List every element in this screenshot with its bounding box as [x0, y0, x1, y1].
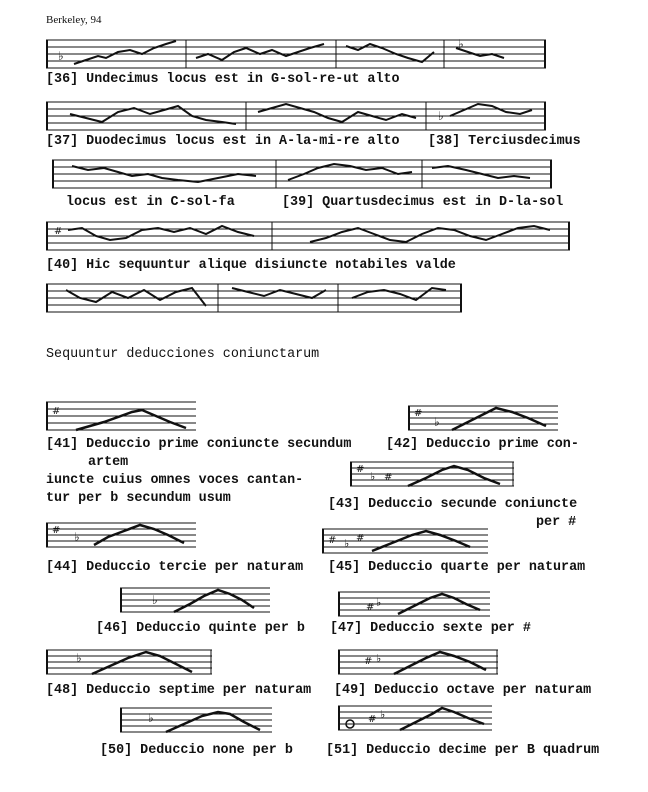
caption-45: [45] Deduccio quarte per naturam — [328, 560, 586, 575]
caption-39: [39] Quartusdecimus est in D-la-sol — [282, 195, 564, 210]
caption-44: [44] Deduccio tercie per naturam — [46, 560, 304, 575]
svg-text:#: # — [414, 408, 423, 419]
svg-text:♭: ♭ — [152, 593, 158, 607]
svg-text:#: # — [368, 714, 377, 725]
music-staff-40 — [46, 282, 462, 316]
caption-46: [46] Deduccio quinte per b — [96, 621, 305, 636]
svg-text:♭: ♭ — [74, 530, 80, 544]
music-staff-38 — [52, 158, 552, 192]
caption-40: [40] Hic sequuntur alique disiuncte notabiles valde — [46, 258, 456, 273]
svg-text:#: # — [52, 406, 61, 417]
music-staff-36 — [46, 38, 546, 72]
section-title: Sequuntur deducciones coniunctarum — [46, 347, 320, 362]
music-staff-51 — [338, 704, 492, 734]
caption-38: [38] Terciusdecimus — [428, 134, 581, 149]
caption-41a: [41] Deduccio prime coniuncte secundum — [46, 437, 352, 452]
svg-text:♭: ♭ — [438, 109, 444, 123]
svg-text:#: # — [356, 533, 365, 544]
svg-text:♭: ♭ — [148, 711, 154, 725]
caption-36: [36] Undecimus locus est in G-sol-re-ut alto — [46, 72, 400, 87]
caption-51: [51] Deduccio decime per B quadrum — [326, 743, 600, 758]
page-header-source: Berkeley, 94 — [46, 14, 102, 26]
svg-text:#: # — [52, 525, 61, 536]
caption-48: [48] Deduccio septime per naturam — [46, 683, 312, 698]
caption-38b: locus est in C-sol-fa — [66, 195, 235, 210]
svg-text:#: # — [384, 472, 393, 483]
svg-text:♭: ♭ — [344, 537, 350, 550]
caption-47: [47] Deduccio sexte per # — [330, 621, 531, 636]
music-staff-37 — [46, 100, 546, 132]
svg-text:#: # — [356, 464, 365, 475]
caption-42c: tur per b secundum usum — [46, 491, 231, 506]
caption-42b: iuncte cuius omnes voces cantan- — [46, 473, 304, 488]
svg-text:#: # — [366, 602, 375, 613]
music-staff-46 — [120, 586, 270, 616]
music-staff-50 — [120, 706, 272, 736]
music-staff-43 — [350, 460, 514, 492]
music-staff-48 — [46, 648, 212, 678]
caption-49: [49] Deduccio octave per naturam — [334, 683, 592, 698]
music-staff-44 — [46, 521, 196, 551]
caption-43a: [43] Deduccio secunde coniuncte — [328, 497, 578, 512]
svg-text:♭: ♭ — [76, 651, 82, 665]
svg-text:♭: ♭ — [58, 49, 64, 63]
music-staff-49 — [338, 648, 498, 678]
music-staff-39 — [46, 220, 570, 254]
svg-text:♭: ♭ — [380, 708, 386, 721]
caption-43b: per # — [536, 515, 577, 530]
music-staff-42 — [408, 404, 558, 434]
svg-text:♭: ♭ — [458, 38, 464, 51]
music-staff-47 — [338, 590, 490, 618]
svg-text:#: # — [54, 226, 63, 237]
svg-text:♭: ♭ — [376, 596, 382, 609]
svg-text:♭: ♭ — [376, 652, 382, 665]
caption-42a: [42] Deduccio prime con- — [386, 437, 579, 452]
music-staff-45 — [322, 527, 488, 555]
svg-text:#: # — [364, 656, 373, 667]
caption-41b: artem — [88, 455, 129, 470]
music-staff-41 — [46, 400, 196, 434]
caption-50: [50] Deduccio none per b — [100, 743, 293, 758]
svg-text:♭: ♭ — [370, 470, 376, 483]
caption-37: [37] Duodecimus locus est in A-la-mi-re alto — [46, 134, 400, 149]
svg-text:♭: ♭ — [434, 415, 440, 429]
svg-text:#: # — [328, 535, 337, 546]
